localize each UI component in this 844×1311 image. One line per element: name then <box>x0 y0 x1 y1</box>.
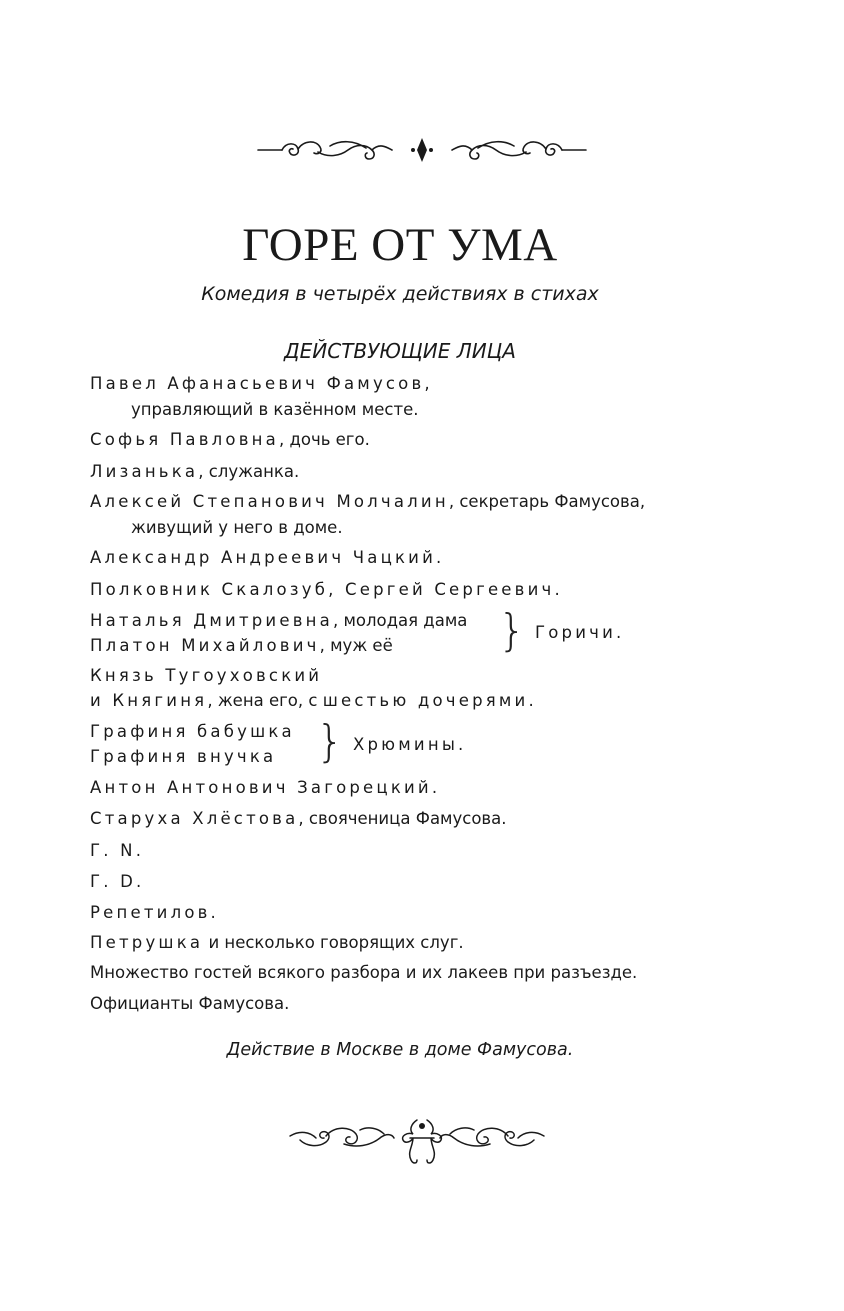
cast-item-gn <box>90 841 144 860</box>
cast-item-platon: Платон Михайлович, муж её <box>90 636 393 655</box>
character-name: Александр Андреевич Чацкий. <box>90 548 445 567</box>
character-description: жена его, с <box>217 691 318 710</box>
character-name: Г. N. <box>90 841 145 860</box>
setting-note: Действие в Москве в доме Фамусова. <box>226 1040 574 1060</box>
cast-item-skalozub <box>90 580 563 599</box>
character-name: Алексей Степанович Молчалин <box>90 492 449 511</box>
character-name: Платон Михайлович <box>90 636 320 655</box>
character-name: Старуха Хлёстова <box>90 809 299 828</box>
cast-item-petrushka <box>90 933 464 952</box>
cast-item-repetilov <box>90 903 219 922</box>
character-name: Антон Антонович Загорецкий. <box>90 778 441 797</box>
cast-item-chatsky <box>90 548 444 567</box>
character-description: свояченица Фамусова. <box>308 809 507 828</box>
cast-item-sofya: Софья Павловна, дочь его. <box>90 430 370 449</box>
character-description: секретарь Фамусова, <box>459 492 646 511</box>
character-description: и несколько говорящих слуг. <box>208 933 464 952</box>
character-name: и Княгиня <box>90 691 208 710</box>
character-name: Полковник Скалозуб, Сергей Сергеевич. <box>90 580 563 599</box>
top-ornament <box>0 128 844 172</box>
character-name: Павел Афанасьевич Фамусов <box>90 374 425 393</box>
cast-item-gd <box>90 872 145 891</box>
cast-item-zagoretsky <box>90 778 440 797</box>
character-name: Г. D. <box>90 872 145 891</box>
character-name: Наталья Дмитриевна <box>90 611 333 630</box>
character-description: дочь его. <box>289 430 370 449</box>
cast-item-tuguhovsky <box>90 666 322 685</box>
character-name: Репетилов. <box>90 903 219 922</box>
character-description: муж её <box>330 636 393 655</box>
character-name: Графиня бабушка <box>90 722 295 741</box>
bottom-ornament <box>0 1114 844 1166</box>
character-name: Петрушка <box>90 933 204 952</box>
cast-item-khlestova: Старуха Хлёстова, свояченица Фамусова. <box>90 809 507 828</box>
character-name: Князь Тугоуховский <box>90 666 323 685</box>
group-label-gorichi: Горичи. <box>535 623 625 642</box>
character-description: служанка. <box>208 462 300 481</box>
cast-item-molchalin: Алексей Степанович Молчалин, секретарь Фамусова, <box>90 492 646 511</box>
cast-item-knyaginya: и Княгиня, жена его, с шестью дочерями. <box>90 691 537 710</box>
character-name: Лизанька <box>90 462 199 481</box>
character-name: Софья Павловна <box>90 430 279 449</box>
character-description: молодая дама <box>343 611 468 630</box>
character-description: живущий у него в доме. <box>131 518 343 537</box>
cast-item-famusov: Павел Афанасьевич Фамусов, <box>90 374 430 393</box>
character-description: управляющий в казённом месте. <box>131 400 419 419</box>
page-title: ГОРЕ ОТ УМА <box>242 219 558 271</box>
cast-item-grafinya-vnuchka <box>90 747 276 766</box>
cast-item-natalya: Наталья Дмитриевна, молодая дама <box>90 611 468 630</box>
subtitle: Комедия в четырёх действиях в стихах <box>201 283 599 305</box>
group-label-khryuminy: Хрюмины. <box>353 735 467 754</box>
cast-heading: ДЕЙСТВУЮЩИЕ ЛИЦА <box>284 339 516 363</box>
cast-item-lizanka: Лизанька, служанка. <box>90 462 300 481</box>
cast-item-waiters: Официанты Фамусова. <box>90 994 290 1013</box>
cast-item-grafinya-babushka <box>90 722 295 741</box>
character-name: шестью дочерями. <box>322 691 537 710</box>
cast-item-guests: Множество гостей всякого разбора и их лакеев при разъезде. <box>90 963 638 982</box>
group-brace: } <box>498 605 526 656</box>
group-brace: } <box>316 716 344 767</box>
character-name: Графиня внучка <box>90 747 277 766</box>
